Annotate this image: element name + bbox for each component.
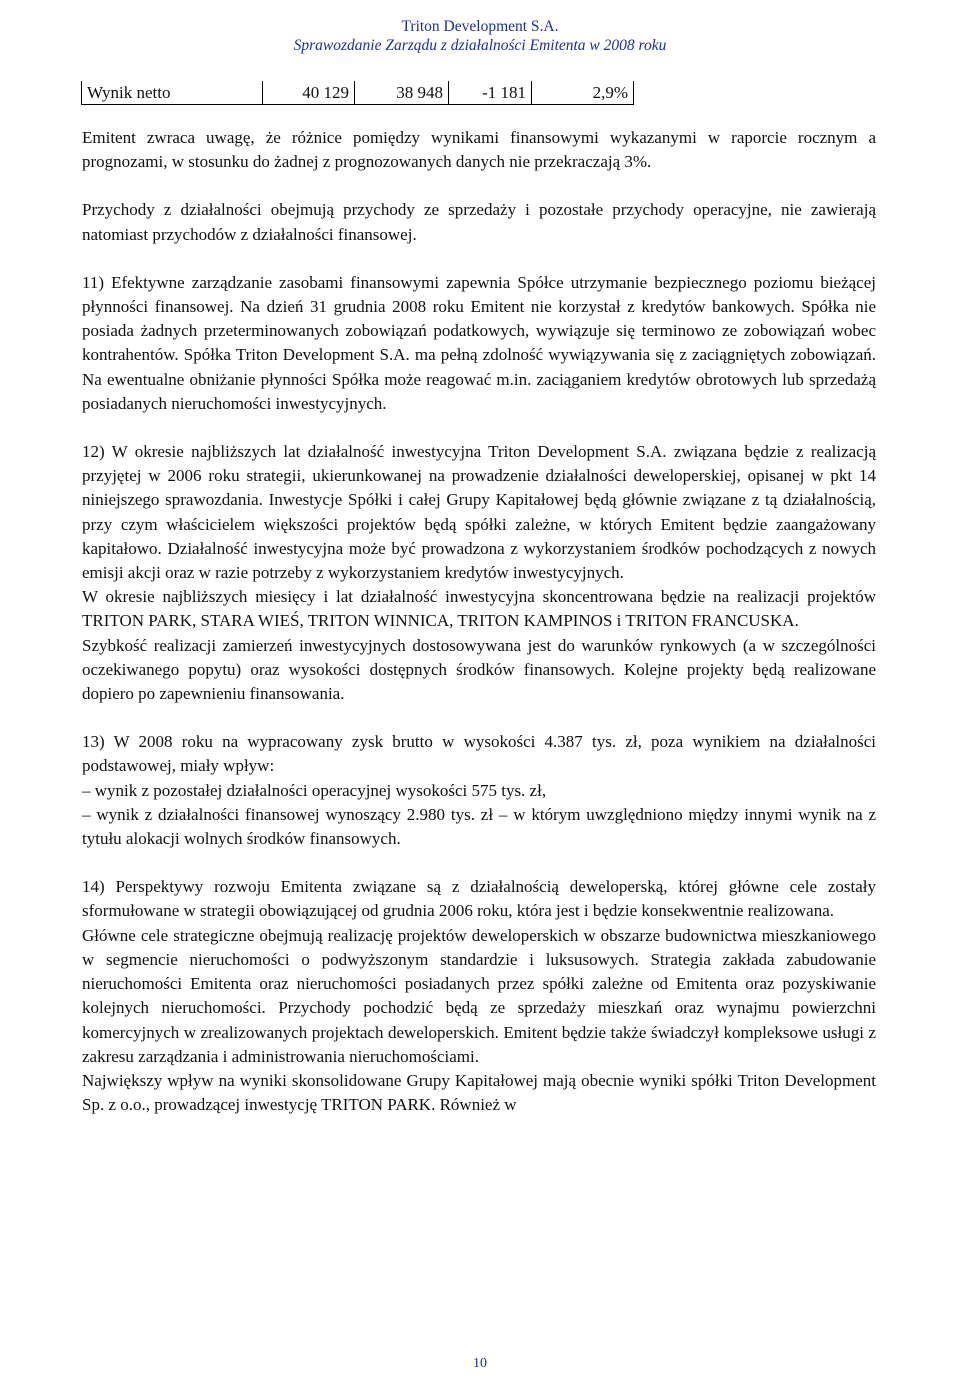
paragraph-14-group-results: Największy wpływ na wyniki skonsolidowane Grupy Kapitałowej mają obecnie wyniki spółki Triton Development Sp. z o.o., prowadzącej inwestycję TRITON PARK. Również w (82, 1070, 876, 1115)
value-cell: 38 948 (355, 81, 449, 105)
value-cell: 2,9% (532, 81, 634, 105)
list-item: – wynik z działalności finansowej wynoszący 2.980 tys. zł – w którym uwzględniono między innymi wynik na z tytułu alokacji wolnych środków finansowych. (82, 804, 876, 849)
paragraph-forecast-note: Emitent zwraca uwagę, że różnice pomiędzy wynikami finansowymi wykazanymi w raporcie rocznym a prognozami, w stosunku do żadnej z prognozowanych danych nie przekraczają 3%. (82, 128, 876, 172)
net-result-table (81, 81, 634, 105)
document-body (82, 126, 876, 1117)
row-label: Wynik netto (82, 81, 263, 105)
value-cell: -1 181 (449, 81, 532, 105)
header-report-title: Sprawozdanie Zarządu z działalności Emitenta w 2008 roku (293, 37, 667, 54)
page-number: 10 (473, 1356, 487, 1371)
paragraph-13-profit: 13) W 2008 roku na wypracowany zysk brutto w wysokości 4.387 tys. zł, poza wynikiem na działalności podstawowej, miały wpływ: (82, 732, 876, 776)
paragraph-12-pace: Szybkość realizacji zamierzeń inwestycyjnych dostosowywana jest do warunków rynkowych (a w szczególności oczekiwanego popytu) oraz wysokości dostępnych środków finansowych. Kolejne projekty będą realizowane dopiero po zapewnieniu finansowania. (82, 635, 876, 704)
paragraph-12-projects: W okresie najbliższych miesięcy i lat działalność inwestycyjna skoncentrowana będzie na realizacji projektów TRITON PARK, STARA WIEŚ, TRITON WINNICA, TRITON KAMPINOS i TRITON FRANCUSKA. (82, 587, 876, 631)
paragraph-14-prospects: 14) Perspektywy rozwoju Emitenta związane są z działalnością deweloperską, której główne cele zostały sformułowane w strategii obowiązującej od grudnia 2006 roku, która jest i będzie konsekwentnie realizowana. (82, 877, 876, 921)
paragraph-12-investments: 12) W okresie najbliższych lat działalność inwestycyjna Triton Development S.A. związana będzie z realizacją przyjętej w 2006 roku strategii, ukierunkowanej na prowadzenie działalności deweloperskiej, opisanej w pkt 14 niniejszego sprawozdania. Inwestycje Spółki i całej Grupy Kapitałowej będą głównie związane z tą działalnością, przy czym właścicielem większości projektów będą spółki zależne, w których Emitent będzie zaangażowany kapitałowo. Działalność inwestycyjna może być prowadzona z wykorzystaniem środków pochodzących z nowych emisji akcji oraz w razie potrzeby z wykorzystaniem kredytów inwestycyjnych. (82, 442, 876, 583)
paragraph-11-financial-management: 11) Efektywne zarządzanie zasobami finansowymi zapewnia Spółce utrzymanie bezpiecznego poziomu bieżącej płynności finansowej. Na dzień 31 grudnia 2008 roku Emitent nie korzystał z kredytów bankowych. Spółka nie posiada żadnych przeterminowanych zobowiązań podatkowych, wywiązuje się terminowo ze zobowiązań wobec kontrahentów. Spółka Triton Development S.A. ma pełną zdolność wywiązywania się z zaciągniętych zobowiązań. Na ewentualne obniżanie płynności Spółka może reagować m.in. zaciąganiem kredytów obrotowych lub sprzedażą posiadanych nieruchomości inwestycyjnych. (82, 272, 876, 413)
paragraph-revenue-scope: Przychody z działalności obejmują przychody ze sprzedaży i pozostałe przychody operacyjne, nie zawierają natomiast przychodów z działalności finansowej. (82, 200, 876, 244)
list-item: – wynik z pozostałej działalności operacyjnej wysokości 575 tys. zł, (82, 780, 547, 800)
paragraph-14-strategic-goals: Główne cele strategiczne obejmują realizację projektów deweloperskich w obszarze budownictwa mieszkaniowego w segmencie nieruchomości o podwyższonym standardzie i luksusowych. Strategia zakłada zabudowanie nieruchomości Emitenta oraz nieruchomości posiadanych przez spółki zależne od Emitenta oraz pozyskiwanie kolejnych nieruchomości. Przychody pochodzić będą ze sprzedaży mieszkań oraz wynajmu powierzchni komercyjnych w zrealizowanych projektach deweloperskich. Emitent będzie także świadczył kompleksowe usługi z zakresu zarządzania i administrowania nieruchomościami. (82, 925, 876, 1066)
value-cell: 40 129 (263, 81, 355, 105)
page-header (0, 17, 960, 55)
table-row (82, 81, 634, 105)
header-company: Triton Development S.A. (401, 18, 559, 35)
